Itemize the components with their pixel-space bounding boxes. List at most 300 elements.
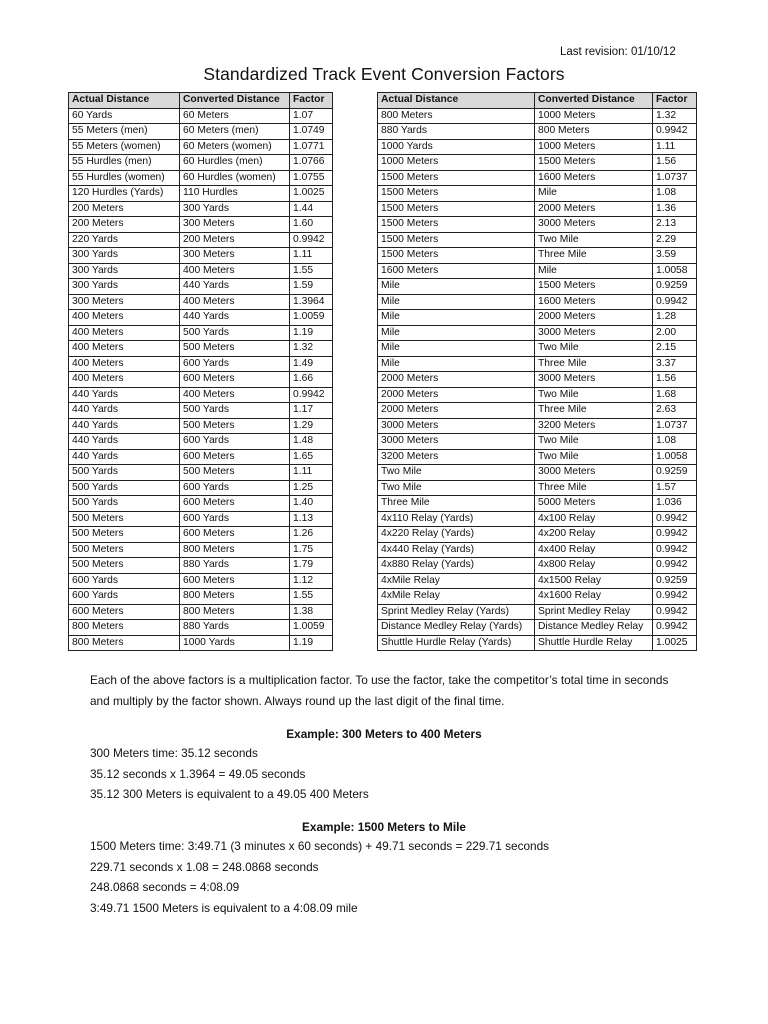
cell-actual-distance: 800 Meters (378, 108, 535, 124)
table-row (69, 527, 333, 543)
cell-converted-distance: 1000 Yards (180, 635, 290, 651)
table-row (69, 124, 333, 140)
cell-actual-distance: 4x220 Relay (Yards) (378, 527, 535, 543)
cell-factor: 1.19 (290, 635, 333, 651)
cell-converted-distance: 60 Meters (180, 108, 290, 124)
table-row (69, 186, 333, 202)
cell-converted-distance: 200 Meters (180, 232, 290, 248)
table-row (378, 635, 697, 651)
cell-actual-distance: 4x440 Relay (Yards) (378, 542, 535, 558)
table-row (69, 387, 333, 403)
cell-factor: 1.08 (653, 186, 697, 202)
cell-actual-distance: Shuttle Hurdle Relay (Yards) (378, 635, 535, 651)
table-row (69, 465, 333, 481)
cell-factor: 0.9942 (653, 620, 697, 636)
cell-actual-distance: 440 Yards (69, 449, 180, 465)
cell-actual-distance: 200 Meters (69, 201, 180, 217)
cell-actual-distance: 55 Hurdles (women) (69, 170, 180, 186)
cell-converted-distance: 1500 Meters (535, 155, 653, 171)
cell-factor: 1.44 (290, 201, 333, 217)
cell-actual-distance: 300 Yards (69, 248, 180, 264)
example-1-heading: Example: 300 Meters to 400 Meters (286, 727, 482, 741)
cell-actual-distance: 440 Yards (69, 387, 180, 403)
cell-actual-distance: 500 Yards (69, 480, 180, 496)
cell-actual-distance: 4x110 Relay (Yards) (378, 511, 535, 527)
cell-actual-distance: 1500 Meters (378, 217, 535, 233)
cell-actual-distance: Mile (378, 356, 535, 372)
cell-actual-distance: 3200 Meters (378, 449, 535, 465)
column-header-converted-distance: Converted Distance (180, 93, 290, 109)
cell-factor: 1.19 (290, 325, 333, 341)
example-line: 35.12 seconds x 1.3964 = 49.05 seconds (90, 766, 306, 781)
cell-converted-distance: 400 Meters (180, 263, 290, 279)
cell-converted-distance: 2000 Meters (535, 201, 653, 217)
table-row (378, 124, 697, 140)
cell-converted-distance: Two Mile (535, 434, 653, 450)
cell-factor: 1.0737 (653, 170, 697, 186)
table-row (69, 403, 333, 419)
table-row (378, 604, 697, 620)
example-line: 248.0868 seconds = 4:08.09 (90, 880, 240, 894)
cell-converted-distance: 600 Meters (180, 573, 290, 589)
cell-actual-distance: 1500 Meters (378, 186, 535, 202)
cell-converted-distance: 300 Yards (180, 201, 290, 217)
cell-factor: 1.55 (290, 589, 333, 605)
table-row (378, 186, 697, 202)
cell-factor: 1.32 (653, 108, 697, 124)
cell-actual-distance: 400 Meters (69, 341, 180, 357)
cell-actual-distance: Mile (378, 341, 535, 357)
cell-factor: 0.9259 (653, 465, 697, 481)
cell-converted-distance: 600 Yards (180, 511, 290, 527)
explanation-paragraph: Each of the above factors is a multiplication factor. To use the factor, take the competitor’s total time in seconds and multiply by the factor shown. Always round up the last digit of the final time. (90, 673, 669, 708)
cell-converted-distance: 600 Meters (180, 527, 290, 543)
table-row (378, 201, 697, 217)
cell-converted-distance: 3000 Meters (535, 217, 653, 233)
cell-actual-distance: 500 Meters (69, 511, 180, 527)
cell-actual-distance: 1500 Meters (378, 248, 535, 264)
table-row (69, 201, 333, 217)
table-row (378, 387, 697, 403)
table-row (69, 263, 333, 279)
table-row (69, 558, 333, 574)
cell-factor: 1.0059 (290, 310, 333, 326)
cell-converted-distance: 4x200 Relay (535, 527, 653, 543)
table-header-row (378, 93, 697, 109)
table-row (378, 341, 697, 357)
cell-converted-distance: 500 Meters (180, 465, 290, 481)
table-row (378, 372, 697, 388)
cell-converted-distance: 3000 Meters (535, 465, 653, 481)
cell-converted-distance: 880 Yards (180, 620, 290, 636)
cell-factor: 1.66 (290, 372, 333, 388)
cell-converted-distance: 500 Meters (180, 418, 290, 434)
cell-converted-distance: 500 Yards (180, 325, 290, 341)
cell-factor: 1.07 (290, 108, 333, 124)
cell-converted-distance: 600 Meters (180, 496, 290, 512)
cell-factor: 0.9942 (653, 511, 697, 527)
table-row (69, 434, 333, 450)
table-row (378, 263, 697, 279)
cell-factor: 1.36 (653, 201, 697, 217)
table-row (378, 542, 697, 558)
table-row (69, 325, 333, 341)
table-row (69, 496, 333, 512)
table-row (69, 341, 333, 357)
cell-actual-distance: 4xMile Relay (378, 573, 535, 589)
cell-factor: 1.0025 (290, 186, 333, 202)
cell-factor: 1.13 (290, 511, 333, 527)
cell-actual-distance: 440 Yards (69, 418, 180, 434)
cell-factor: 1.036 (653, 496, 697, 512)
table-row (69, 294, 333, 310)
cell-factor: 1.11 (653, 139, 697, 155)
cell-converted-distance: 500 Meters (180, 341, 290, 357)
cell-converted-distance: 4x1500 Relay (535, 573, 653, 589)
cell-converted-distance: 110 Hurdles (180, 186, 290, 202)
cell-converted-distance: 4x1600 Relay (535, 589, 653, 605)
table-row (69, 573, 333, 589)
cell-converted-distance: Three Mile (535, 248, 653, 264)
cell-actual-distance: 55 Meters (men) (69, 124, 180, 140)
example-line: 229.71 seconds x 1.08 = 248.0868 seconds (90, 859, 319, 874)
cell-factor: 3.59 (653, 248, 697, 264)
table-row (378, 217, 697, 233)
cell-actual-distance: 60 Yards (69, 108, 180, 124)
cell-converted-distance: 800 Meters (180, 542, 290, 558)
cell-actual-distance: 1600 Meters (378, 263, 535, 279)
cell-converted-distance: 500 Yards (180, 403, 290, 419)
cell-factor: 0.9259 (653, 573, 697, 589)
cell-factor: 1.0025 (653, 635, 697, 651)
column-header-factor: Factor (653, 93, 697, 109)
cell-actual-distance: Mile (378, 325, 535, 341)
cell-factor: 1.26 (290, 527, 333, 543)
cell-converted-distance: 4x100 Relay (535, 511, 653, 527)
table-row (378, 434, 697, 450)
table-row (378, 573, 697, 589)
cell-actual-distance: Distance Medley Relay (Yards) (378, 620, 535, 636)
cell-actual-distance: 800 Meters (69, 620, 180, 636)
cell-factor: 2.15 (653, 341, 697, 357)
cell-factor: 0.9942 (653, 542, 697, 558)
cell-actual-distance: 400 Meters (69, 310, 180, 326)
cell-converted-distance: 60 Hurdles (men) (180, 155, 290, 171)
cell-actual-distance: 1500 Meters (378, 232, 535, 248)
cell-converted-distance: 3000 Meters (535, 325, 653, 341)
cell-actual-distance: Mile (378, 279, 535, 295)
cell-factor: 1.0737 (653, 418, 697, 434)
cell-actual-distance: 4xMile Relay (378, 589, 535, 605)
cell-converted-distance: Distance Medley Relay (535, 620, 653, 636)
cell-converted-distance: 600 Yards (180, 356, 290, 372)
table-row (69, 449, 333, 465)
table-row (378, 108, 697, 124)
cell-factor: 1.17 (290, 403, 333, 419)
table-row (69, 620, 333, 636)
cell-converted-distance: 60 Hurdles (women) (180, 170, 290, 186)
cell-actual-distance: 600 Yards (69, 589, 180, 605)
cell-actual-distance: Two Mile (378, 465, 535, 481)
cell-factor: 0.9942 (290, 232, 333, 248)
cell-factor: 1.29 (290, 418, 333, 434)
table-row (378, 310, 697, 326)
conversion-table-left (68, 92, 333, 651)
cell-factor: 1.0771 (290, 139, 333, 155)
table-row (69, 480, 333, 496)
cell-actual-distance: 1500 Meters (378, 170, 535, 186)
example-1-body (90, 743, 690, 805)
cell-factor: 1.0058 (653, 263, 697, 279)
cell-factor: 1.0749 (290, 124, 333, 140)
cell-factor: 1.0059 (290, 620, 333, 636)
table-row (378, 527, 697, 543)
table-row (378, 589, 697, 605)
cell-converted-distance: Three Mile (535, 403, 653, 419)
table-row (378, 248, 697, 264)
table-row (69, 589, 333, 605)
cell-converted-distance: 800 Meters (535, 124, 653, 140)
table-row (378, 139, 697, 155)
cell-actual-distance: 3000 Meters (378, 418, 535, 434)
cell-converted-distance: Shuttle Hurdle Relay (535, 635, 653, 651)
cell-converted-distance: 5000 Meters (535, 496, 653, 512)
cell-factor: 1.11 (290, 248, 333, 264)
cell-converted-distance: 400 Meters (180, 387, 290, 403)
cell-converted-distance: Three Mile (535, 356, 653, 372)
table-row (378, 511, 697, 527)
conversion-table-right (377, 92, 697, 651)
cell-converted-distance: Two Mile (535, 341, 653, 357)
cell-converted-distance: 1000 Meters (535, 139, 653, 155)
cell-actual-distance: 400 Meters (69, 325, 180, 341)
cell-actual-distance: 500 Yards (69, 465, 180, 481)
table-row (69, 418, 333, 434)
table-row (378, 449, 697, 465)
cell-factor: 1.08 (653, 434, 697, 450)
cell-factor: 2.63 (653, 403, 697, 419)
cell-actual-distance: Three Mile (378, 496, 535, 512)
cell-converted-distance: 4x800 Relay (535, 558, 653, 574)
cell-converted-distance: 1600 Meters (535, 170, 653, 186)
cell-factor: 1.11 (290, 465, 333, 481)
cell-factor: 1.0766 (290, 155, 333, 171)
table-row (69, 542, 333, 558)
table-header-row (69, 93, 333, 109)
table-row (378, 155, 697, 171)
table-row (69, 155, 333, 171)
table-row (378, 480, 697, 496)
table-row (69, 604, 333, 620)
cell-actual-distance: 1500 Meters (378, 201, 535, 217)
table-row (378, 403, 697, 419)
table-row (69, 108, 333, 124)
cell-factor: 1.60 (290, 217, 333, 233)
example-2-heading: Example: 1500 Meters to Mile (302, 820, 466, 834)
cell-actual-distance: Sprint Medley Relay (Yards) (378, 604, 535, 620)
cell-actual-distance: 600 Yards (69, 573, 180, 589)
table-row (69, 356, 333, 372)
cell-actual-distance: 400 Meters (69, 372, 180, 388)
cell-actual-distance: 500 Meters (69, 558, 180, 574)
cell-factor: 1.48 (290, 434, 333, 450)
cell-factor: 0.9942 (653, 558, 697, 574)
table-row (378, 465, 697, 481)
cell-actual-distance: 220 Yards (69, 232, 180, 248)
cell-converted-distance: Sprint Medley Relay (535, 604, 653, 620)
cell-factor: 0.9942 (653, 527, 697, 543)
table-row (69, 511, 333, 527)
cell-converted-distance: 600 Yards (180, 434, 290, 450)
cell-actual-distance: 1000 Yards (378, 139, 535, 155)
cell-actual-distance: 440 Yards (69, 434, 180, 450)
table-row (378, 232, 697, 248)
cell-actual-distance: 880 Yards (378, 124, 535, 140)
cell-actual-distance: 2000 Meters (378, 372, 535, 388)
cell-factor: 1.25 (290, 480, 333, 496)
cell-factor: 1.0058 (653, 449, 697, 465)
cell-factor: 1.40 (290, 496, 333, 512)
cell-factor: 1.0755 (290, 170, 333, 186)
cell-converted-distance: 300 Meters (180, 217, 290, 233)
cell-actual-distance: 500 Yards (69, 496, 180, 512)
cell-converted-distance: 400 Meters (180, 294, 290, 310)
cell-converted-distance: Two Mile (535, 449, 653, 465)
cell-converted-distance: 60 Meters (men) (180, 124, 290, 140)
cell-actual-distance: 2000 Meters (378, 403, 535, 419)
cell-actual-distance: 2000 Meters (378, 387, 535, 403)
example-2-body (90, 836, 690, 918)
table-row (378, 294, 697, 310)
cell-converted-distance: 600 Yards (180, 480, 290, 496)
example-line: 3:49.71 1500 Meters is equivalent to a 4:08.09 mile (90, 900, 358, 915)
cell-converted-distance: Two Mile (535, 232, 653, 248)
cell-factor: 1.32 (290, 341, 333, 357)
cell-factor: 2.13 (653, 217, 697, 233)
table-row (69, 310, 333, 326)
cell-actual-distance: 300 Yards (69, 263, 180, 279)
cell-factor: 1.79 (290, 558, 333, 574)
cell-converted-distance: 800 Meters (180, 589, 290, 605)
cell-converted-distance: 300 Meters (180, 248, 290, 264)
example-line: 35.12 300 Meters is equivalent to a 49.05 400 Meters (90, 787, 369, 801)
cell-actual-distance: 440 Yards (69, 403, 180, 419)
cell-factor: 1.49 (290, 356, 333, 372)
table-row (378, 279, 697, 295)
cell-factor: 0.9942 (653, 124, 697, 140)
cell-actual-distance: 1000 Meters (378, 155, 535, 171)
cell-factor: 2.29 (653, 232, 697, 248)
cell-converted-distance: 600 Meters (180, 372, 290, 388)
table-row (69, 170, 333, 186)
cell-factor: 1.38 (290, 604, 333, 620)
cell-actual-distance: Two Mile (378, 480, 535, 496)
cell-actual-distance: Mile (378, 310, 535, 326)
table-row (69, 635, 333, 651)
table-row (69, 139, 333, 155)
table-row (69, 248, 333, 264)
cell-factor: 1.57 (653, 480, 697, 496)
cell-converted-distance: 800 Meters (180, 604, 290, 620)
cell-converted-distance: 600 Meters (180, 449, 290, 465)
column-header-factor: Factor (290, 93, 333, 109)
cell-factor: 1.59 (290, 279, 333, 295)
cell-actual-distance: 120 Hurdles (Yards) (69, 186, 180, 202)
page-title: Standardized Track Event Conversion Factors (203, 64, 565, 84)
cell-factor: 1.68 (653, 387, 697, 403)
table-row (378, 170, 697, 186)
cell-actual-distance: 4x880 Relay (Yards) (378, 558, 535, 574)
table-row (69, 372, 333, 388)
cell-actual-distance: 500 Meters (69, 542, 180, 558)
table-row (69, 232, 333, 248)
cell-converted-distance: 60 Meters (women) (180, 139, 290, 155)
cell-converted-distance: 880 Yards (180, 558, 290, 574)
example-line: 1500 Meters time: 3:49.71 (3 minutes x 60 seconds) + 49.71 seconds = 229.71 seconds (90, 839, 550, 853)
cell-factor: 1.28 (653, 310, 697, 326)
cell-actual-distance: 800 Meters (69, 635, 180, 651)
cell-converted-distance: Mile (535, 186, 653, 202)
cell-factor: 1.75 (290, 542, 333, 558)
cell-converted-distance: 1000 Meters (535, 108, 653, 124)
table-row (378, 558, 697, 574)
cell-factor: 1.65 (290, 449, 333, 465)
cell-actual-distance: 500 Meters (69, 527, 180, 543)
cell-actual-distance: 3000 Meters (378, 434, 535, 450)
cell-converted-distance: Mile (535, 263, 653, 279)
cell-actual-distance: 600 Meters (69, 604, 180, 620)
table-row (378, 418, 697, 434)
column-header-actual-distance: Actual Distance (378, 93, 535, 109)
cell-converted-distance: Two Mile (535, 387, 653, 403)
cell-actual-distance: 200 Meters (69, 217, 180, 233)
cell-converted-distance: 440 Yards (180, 279, 290, 295)
table-row (378, 496, 697, 512)
cell-actual-distance: 55 Meters (women) (69, 139, 180, 155)
cell-converted-distance: 1600 Meters (535, 294, 653, 310)
cell-actual-distance: 300 Meters (69, 294, 180, 310)
cell-factor: 0.9942 (653, 589, 697, 605)
cell-actual-distance: 400 Meters (69, 356, 180, 372)
cell-actual-distance: Mile (378, 294, 535, 310)
column-header-actual-distance: Actual Distance (69, 93, 180, 109)
cell-factor: 0.9259 (653, 279, 697, 295)
table-row (378, 325, 697, 341)
column-header-converted-distance: Converted Distance (535, 93, 653, 109)
cell-factor: 1.55 (290, 263, 333, 279)
table-row (69, 217, 333, 233)
cell-actual-distance: 55 Hurdles (men) (69, 155, 180, 171)
cell-factor: 1.12 (290, 573, 333, 589)
cell-factor: 3.37 (653, 356, 697, 372)
cell-converted-distance: 1500 Meters (535, 279, 653, 295)
cell-factor: 0.9942 (653, 604, 697, 620)
cell-converted-distance: Three Mile (535, 480, 653, 496)
table-row (378, 356, 697, 372)
table-row (378, 620, 697, 636)
cell-factor: 0.9942 (653, 294, 697, 310)
cell-converted-distance: 2000 Meters (535, 310, 653, 326)
cell-factor: 0.9942 (290, 387, 333, 403)
cell-factor: 1.3964 (290, 294, 333, 310)
cell-converted-distance: 3000 Meters (535, 372, 653, 388)
cell-factor: 1.56 (653, 372, 697, 388)
cell-converted-distance: 3200 Meters (535, 418, 653, 434)
table-row (69, 279, 333, 295)
cell-converted-distance: 440 Yards (180, 310, 290, 326)
cell-converted-distance: 4x400 Relay (535, 542, 653, 558)
cell-factor: 1.56 (653, 155, 697, 171)
